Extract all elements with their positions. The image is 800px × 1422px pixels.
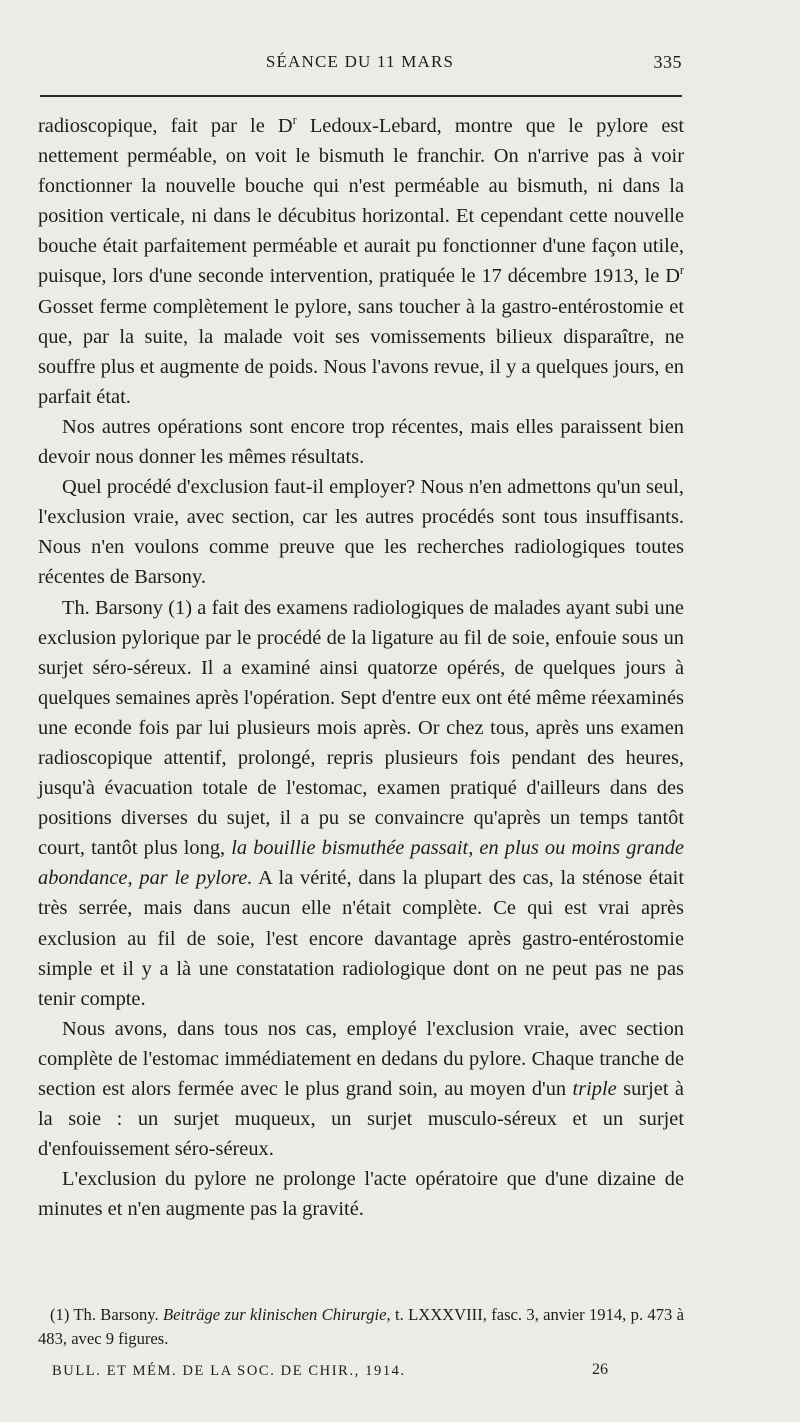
italic-text: la bouillie bismuthée passait, en plus ou moins grande abondance, par le pylore. [38, 837, 684, 890]
text-run: surjet à la soie : un surjet muqueux, un surjet musculo-séreux et un surjet d'enfouissement séro-séreux. [38, 1078, 684, 1161]
paragraph [38, 1164, 684, 1224]
text-run: (1) Th. Barsony. [50, 1305, 164, 1324]
footnote-text [38, 1303, 684, 1351]
superscript: r [679, 263, 684, 278]
paragraph [38, 472, 684, 592]
italic-text: triple [572, 1078, 617, 1100]
paragraph [38, 1014, 684, 1164]
superscript: r [292, 113, 297, 128]
text-run: Gosset ferme complètement le pylore, sans toucher à la gastro-entérostomie et que, par la suite, la malade voit ses vomissements bilieux disparaître, ne souffre plus et augmente de poids. Nous l'avons revue, il y a quelques jours, en parfait état. [38, 295, 684, 408]
page-number: 335 [653, 52, 682, 72]
paragraph [38, 412, 684, 472]
signature-number: 26 [592, 1361, 608, 1378]
text-run: A la vérité, dans la plupart des cas, la sténose était très serrée, mais dans aucun elle n'était complète. Ce qui est vrai après exclusion au fil de soie, l'est encore davantage après gastro-entérostomie simple et il y a là une constatation radiologique dont on ne peut pas ne pas tenir compte. [38, 867, 684, 1010]
paragraph [38, 111, 684, 412]
header-rule [40, 95, 682, 97]
italic-text: Beiträge zur klinischen Chirurgie [163, 1305, 387, 1324]
text-run: Th. Barsony (1) a fait des examens radiologiques de malades ayant subi une exclusion pylorique par le procédé de la ligature au fil de soie, enfouie sous un surjet séro-séreux. Il a examiné ainsi quatorze opérés, de quelques jours à quelques semaines après l'opération. Sept d'entre eux ont été même réexaminés une econde fois par lui plusieurs mois après. Or chez tous, après uns examen radioscopique attentif, prolongé, repris plusieurs fois pendant des heures, jusqu'à évacuation totale de l'estomac, examen pratiqué d'ailleurs dans des positions diverses du sujet, il a pu se convaincre qu'après un temps tantôt court, tantôt plus long, [38, 596, 684, 860]
text-run: , t. LXXXVIII, fasc. 3, anvier 1914, p. 473 à 483, avec 9 figures. [38, 1305, 685, 1348]
text-run: Nous avons, dans tous nos cas, employé l'exclusion vraie, avec section complète de l'estomac immédiatement en dedans du pylore. Chaque tranche de section est alors fermée avec le plus grand soin, au moyen d'un [38, 1017, 684, 1100]
text-run: L'exclusion du pylore ne prolonge l'acte opératoire que d'une dizaine de minutes et n'en augmente pas la gravité. [38, 1168, 684, 1221]
text-run: radioscopique, fait par le D [38, 115, 293, 137]
running-title: SÉANCE DU 11 MARS [265, 52, 455, 71]
running-header [38, 52, 682, 76]
text-run: Ledoux-Lebard, montre que le pylore est nettement perméable, on voit le bismuth le franchir. On n'arrive pas à voir fonctionner la nouvelle bouche qui n'est perméable au bismuth, ni dans la position verticale, ni dans le décubitus horizontal. Et cependant cette nouvelle bouche était parfaitement perméable et aurait pu fonctionner d'une façon utile, puisque, lors d'une seconde intervention, pratiquée le 17 décembre 1913, le D [38, 115, 685, 288]
text-run: Nos autres opérations sont encore trop récentes, mais elles paraissent bien devoir nous donner les mêmes résultats. [38, 415, 684, 469]
footnote [38, 1303, 684, 1351]
text-run: Quel procédé d'exclusion faut-il employer? Nous n'en admettons qu'un seul, l'exclusion vraie, avec section, car les autres procédés sont tous insuffisants. Nous n'en voulons comme preuve que les recherches radiologiques toutes récentes de Barsony. [38, 476, 684, 589]
body-text [38, 111, 684, 1224]
signature-line: BULL. ET MÉM. DE LA SOC. DE CHIR., 1914. [52, 1363, 406, 1379]
paragraph [38, 593, 684, 1014]
